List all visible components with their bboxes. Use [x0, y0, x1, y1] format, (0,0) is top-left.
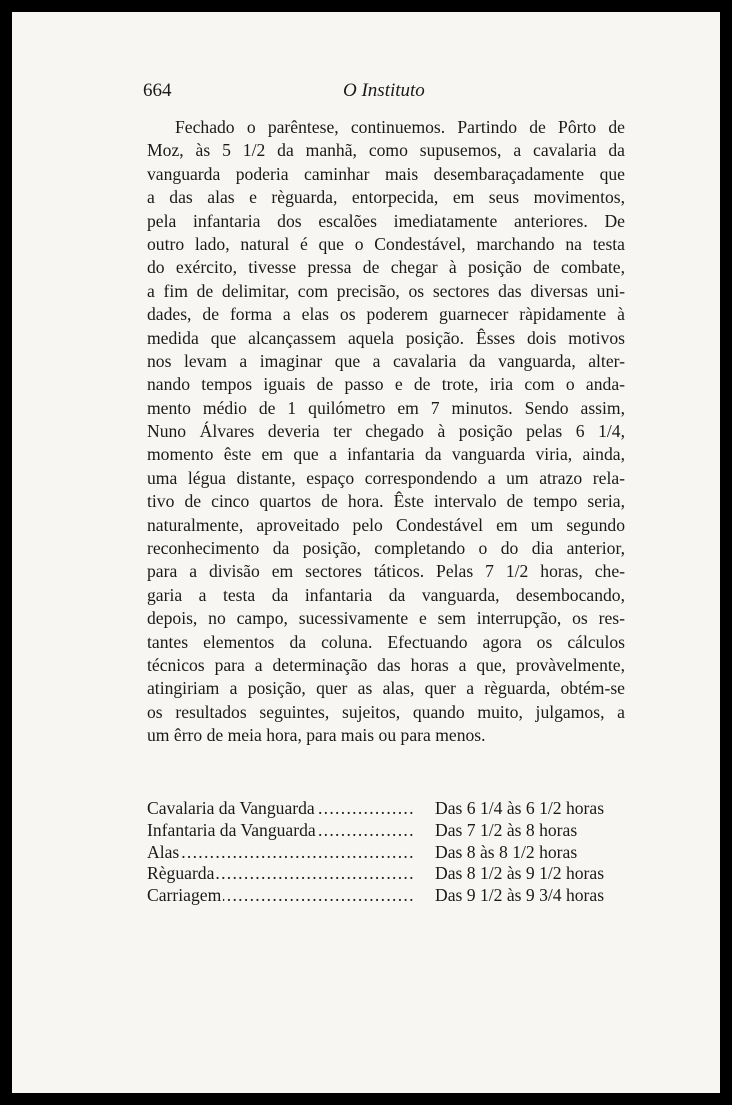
body-paragraph: [147, 116, 625, 748]
table-row: [147, 820, 622, 842]
schedule-table: [147, 798, 622, 907]
table-row: [147, 798, 622, 820]
text-line: outro lado, natural é que o Condestável, marchando na testa: [147, 233, 625, 254]
text-line: tivo de cinco quartos de hora. Êste intervalo de tempo seria,: [147, 491, 625, 512]
text-line: um êrro de meia hora, para mais ou para menos.: [147, 725, 486, 746]
text-line: vanguarda poderia caminhar mais desembaraçadamente que: [147, 163, 625, 184]
text-line: os resultados seguintes, sujeitos, quando muito, julgamos, a: [147, 701, 625, 722]
book-page: [12, 12, 720, 1093]
text-line: naturalmente, aproveitado pelo Condestável em um segundo: [147, 514, 625, 535]
text-line: reconhecimento da posição, completando o do dia anterior,: [147, 538, 625, 559]
text-line: do exército, tivesse pressa de chegar à posição de combate,: [147, 257, 625, 278]
time-range: Das 7 1/2 às 8 horas: [435, 819, 578, 840]
text-line: uma légua distante, espaço correspondendo a um atrazo rela-: [147, 467, 625, 488]
text-line: a das alas e règuarda, entorpecida, em seus movimentos,: [147, 187, 625, 208]
text-line: Moz, às 5 1/2 da manhã, como supusemos, a cavalaria da: [147, 140, 625, 161]
text-line: pela infantaria dos escalões imediatamente anteriores. De: [147, 210, 625, 231]
table-row: [147, 863, 622, 885]
text-line: depois, no campo, sucessivamente e sem interrupção, os res-: [147, 608, 625, 629]
time-range: Das 8 às 8 1/2 horas: [435, 841, 578, 862]
text-line: atingiriam a posição, quer as alas, quer a règuarda, obtém-se: [147, 678, 625, 699]
text-line: momento êste em que a infantaria da vanguarda viria, ainda,: [147, 444, 625, 465]
text-line: dades, de forma a elas os poderem guarnecer ràpidamente à: [147, 304, 625, 325]
running-header: [143, 80, 623, 100]
text-line: Nuno Álvares deveria ter chegado à posição pelas 6 1/4,: [147, 421, 625, 442]
text-line: mento médio de 1 quilómetro em 7 minutos. Sendo assim,: [147, 397, 625, 418]
unit-label: Alas .....: [147, 842, 414, 864]
text-line: garia a testa da infantaria da vanguarda, desembocando,: [147, 584, 625, 605]
text-line: medida que alcançassem aquela posição. Êsses dois motivos: [147, 327, 625, 348]
time-range: Das 6 1/4 às 6 1/2 horas: [435, 798, 605, 818]
unit-label: Infantaria da Vanguarda .....: [147, 820, 414, 842]
text-line: nando tempos iguais de passo e de trote, iria com o anda-: [147, 374, 625, 395]
table-row: [147, 885, 622, 907]
page-number: 664: [143, 80, 172, 101]
unit-label: Cavalaria da Vanguarda .....: [147, 798, 414, 820]
unit-label: Règuarda .....: [147, 863, 414, 885]
text-line: Fechado o parêntese, continuemos. Partindo de Pôrto de: [175, 117, 625, 137]
text-line: técnicos para a determinação das horas a que, provàvelmente,: [147, 654, 625, 675]
unit-label: Carriagem .....: [147, 885, 414, 907]
text-line: tantes elementos da coluna. Efectuando agora os cálculos: [147, 631, 625, 652]
text-line: para a divisão em sectores táticos. Pelas 7 1/2 horas, che-: [147, 561, 625, 582]
text-line: nos levam a imaginar que a cavalaria da vanguarda, alter-: [147, 350, 625, 371]
text-line: a fim de delimitar, com precisão, os sectores das diversas uni-: [147, 280, 625, 301]
table-row: [147, 842, 622, 864]
running-title: O Instituto: [343, 80, 425, 101]
time-range: Das 9 1/2 às 9 3/4 horas: [435, 885, 605, 906]
time-range: Das 8 1/2 às 9 1/2 horas: [435, 863, 605, 884]
